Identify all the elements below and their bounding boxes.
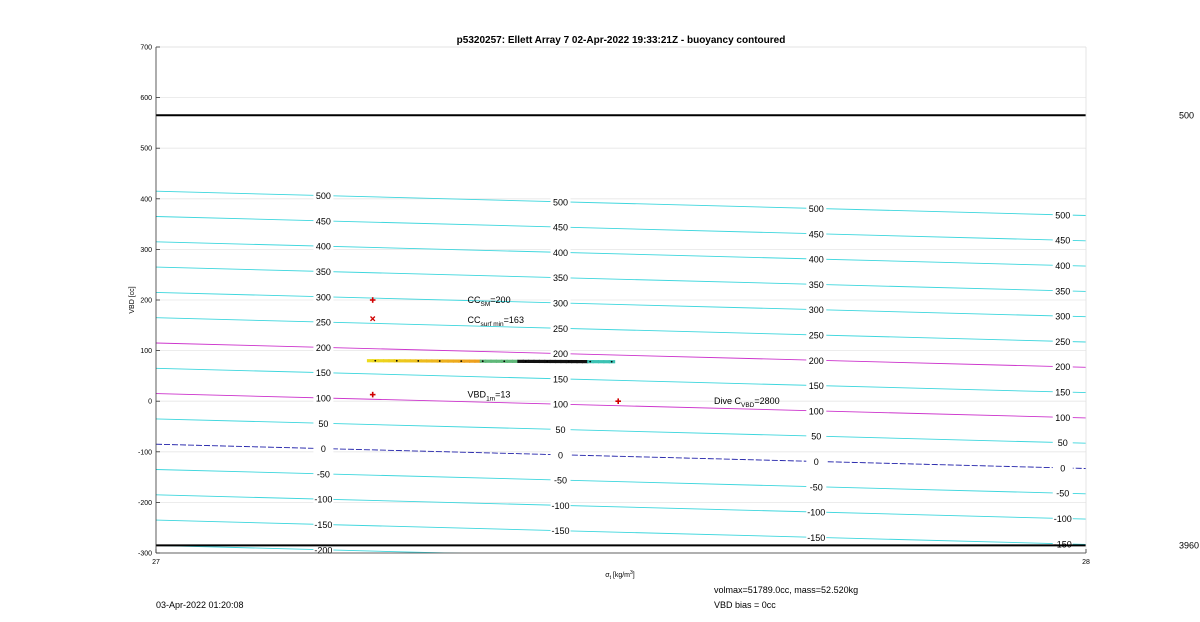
- contour-label: 0: [558, 450, 564, 461]
- contour-label: 250: [315, 317, 331, 328]
- contour-line: [156, 470, 1086, 494]
- contour-line: [156, 444, 1086, 468]
- contour-label: -100: [807, 507, 826, 518]
- contour-label: 50: [555, 424, 566, 435]
- contour-label: 400: [315, 241, 331, 252]
- contour-label: 250: [1055, 336, 1071, 347]
- contour-label: -50: [316, 469, 330, 480]
- y-tick-label: 0: [148, 398, 152, 406]
- dive-track-dot: [374, 360, 376, 362]
- annotation-sub: 1m: [486, 395, 496, 403]
- contour-line: [156, 419, 1086, 443]
- dive-track-dot: [482, 360, 484, 362]
- contour-label: 500: [808, 203, 824, 214]
- contour-label: 450: [553, 222, 569, 233]
- contour-label: -50: [554, 475, 568, 486]
- y-tick-label: 100: [140, 348, 152, 356]
- y-tick-label: 500: [140, 145, 152, 153]
- reference-hline-label: 500: [1179, 110, 1195, 121]
- axis-layer: [138, 45, 1090, 567]
- dive-track-dot: [611, 361, 613, 363]
- contour-label: 100: [315, 393, 331, 404]
- reference-hline-label: 3960: [1179, 540, 1200, 551]
- contour-label: 450: [1055, 235, 1071, 246]
- x-axis-label-sub: t: [609, 575, 611, 581]
- contour-label: -200: [314, 545, 333, 556]
- contour-label: 500: [1055, 210, 1071, 221]
- hline-layer: [156, 110, 1199, 550]
- contour-label: 450: [808, 229, 824, 240]
- chart-title: p5320257: Ellett Array 7 02-Apr-2022 19:33:21Z - buoyancy contoured: [456, 35, 786, 46]
- contour-line: [156, 343, 1086, 367]
- y-tick-label: -200: [137, 499, 152, 507]
- contour-line: [156, 292, 1086, 316]
- contour-label: 350: [553, 273, 569, 284]
- contour-label: 400: [808, 254, 824, 265]
- contour-label: 300: [553, 298, 569, 309]
- contour-label: 50: [811, 431, 822, 442]
- dive-track-dot: [439, 360, 441, 362]
- dive-track-dot: [546, 361, 548, 363]
- marker: [370, 392, 376, 398]
- annotation-main: CC: [467, 315, 481, 326]
- contour-label: 50: [318, 418, 329, 429]
- dive-track-dot: [417, 360, 419, 362]
- contour-label: -150: [1053, 539, 1072, 550]
- annotation-rest: =2800: [754, 396, 780, 407]
- contour-line: [156, 495, 1086, 519]
- contour-layer: [156, 191, 1086, 569]
- footer-timestamp: 03-Apr-2022 01:20:08: [156, 600, 244, 610]
- contour-label: 0: [320, 444, 326, 455]
- footer-vbd-bias: VBD bias = 0cc: [714, 600, 776, 610]
- contour-label: 50: [1057, 438, 1068, 449]
- annotation-main: Dive C: [714, 396, 742, 407]
- y-tick-label: 300: [140, 246, 152, 254]
- annotation: [714, 396, 780, 409]
- contour-label: 200: [808, 355, 824, 366]
- x-tick-label: 28: [1082, 559, 1090, 566]
- contour-line: [156, 267, 1086, 291]
- contour-label: 500: [553, 197, 569, 208]
- contour-label-layer: [313, 191, 1072, 556]
- annotation: [468, 390, 511, 403]
- contour-label: -150: [551, 526, 570, 537]
- x-axis-label-unit-sup: 3: [630, 570, 633, 576]
- dive-track-dot: [460, 360, 462, 362]
- contour-label: 300: [1055, 311, 1071, 322]
- contour-label: 100: [553, 399, 569, 410]
- contour-label: 350: [1055, 286, 1071, 297]
- contour-label: 200: [315, 342, 331, 353]
- contour-label: 150: [808, 381, 824, 392]
- contour-label: 250: [808, 330, 824, 341]
- contour-line: [156, 191, 1086, 215]
- contour-label: 100: [808, 406, 824, 417]
- marker: [370, 317, 374, 321]
- y-tick-label: 400: [140, 196, 152, 204]
- x-axis-label-unit-end: ]: [632, 572, 635, 579]
- contour-label: 300: [808, 305, 824, 316]
- contour-label: 300: [315, 292, 331, 303]
- contour-label: -100: [1053, 513, 1072, 524]
- contour-label: -100: [551, 500, 570, 511]
- contour-label: 150: [1055, 387, 1071, 398]
- annotation-rest: =163: [503, 315, 524, 326]
- x-axis-label: [605, 570, 635, 581]
- contour-label: -150: [807, 532, 826, 543]
- contour-label: 500: [315, 191, 331, 202]
- contour-label: 250: [553, 323, 569, 334]
- contour-line: [156, 394, 1086, 418]
- contour-label: 100: [1055, 412, 1071, 423]
- annotation-main: CC: [467, 295, 481, 305]
- contour-label: 200: [1055, 362, 1071, 373]
- contour-label: 150: [553, 374, 569, 385]
- marker: [615, 398, 621, 404]
- x-axis-label-unit: [kg/m: [610, 572, 631, 579]
- annotation-sub: surf min: [480, 321, 504, 329]
- y-tick-label: -100: [137, 449, 152, 457]
- dive-track-dot: [568, 361, 570, 363]
- annotation-rest: =200: [490, 295, 511, 305]
- contour-label: 400: [553, 247, 569, 258]
- contour-label: 450: [315, 216, 331, 227]
- dive-track-dot: [396, 360, 398, 362]
- annotation-sub: VBD: [741, 402, 755, 410]
- dive-track-dot: [525, 360, 527, 362]
- x-axis-label-main: σ: [605, 572, 610, 579]
- contour-label: -100: [314, 494, 333, 505]
- contour-label: -150: [314, 519, 333, 530]
- footer-volmax: volmax=51789.0cc, mass=52.520kg: [714, 585, 859, 595]
- contour-label: 0: [1060, 463, 1066, 474]
- y-tick-label: 200: [140, 297, 152, 305]
- y-tick-label: 700: [140, 44, 152, 52]
- annotation-rest: =13: [495, 389, 511, 400]
- contour-line: [156, 368, 1086, 392]
- contour-line: [156, 217, 1086, 241]
- contour-label: 400: [1055, 260, 1071, 271]
- y-axis-label: VBD [cc]: [129, 286, 136, 314]
- annotation-main: VBD: [467, 389, 487, 400]
- y-tick-label: 600: [140, 95, 152, 103]
- contour-line: [156, 545, 1086, 569]
- contour-line: [156, 242, 1086, 266]
- contour-label: -50: [1056, 488, 1070, 499]
- track-layer: [367, 359, 615, 363]
- grid-layer: [156, 47, 1086, 556]
- dive-track-dot: [503, 360, 505, 362]
- contour-label: 350: [315, 266, 331, 277]
- contour-label: 350: [808, 279, 824, 290]
- annotation-sub: SM: [480, 301, 491, 308]
- y-tick-label: -300: [137, 550, 152, 558]
- contour-line: [156, 520, 1086, 544]
- contour-label: 150: [315, 368, 331, 379]
- contour-label: -50: [809, 482, 823, 493]
- annotation: [468, 295, 511, 308]
- contour-label: 200: [553, 349, 569, 360]
- dive-track-dot: [589, 361, 591, 363]
- contour-line: [156, 318, 1086, 342]
- contour-label: 0: [813, 456, 819, 467]
- x-tick-label: 27: [152, 559, 160, 566]
